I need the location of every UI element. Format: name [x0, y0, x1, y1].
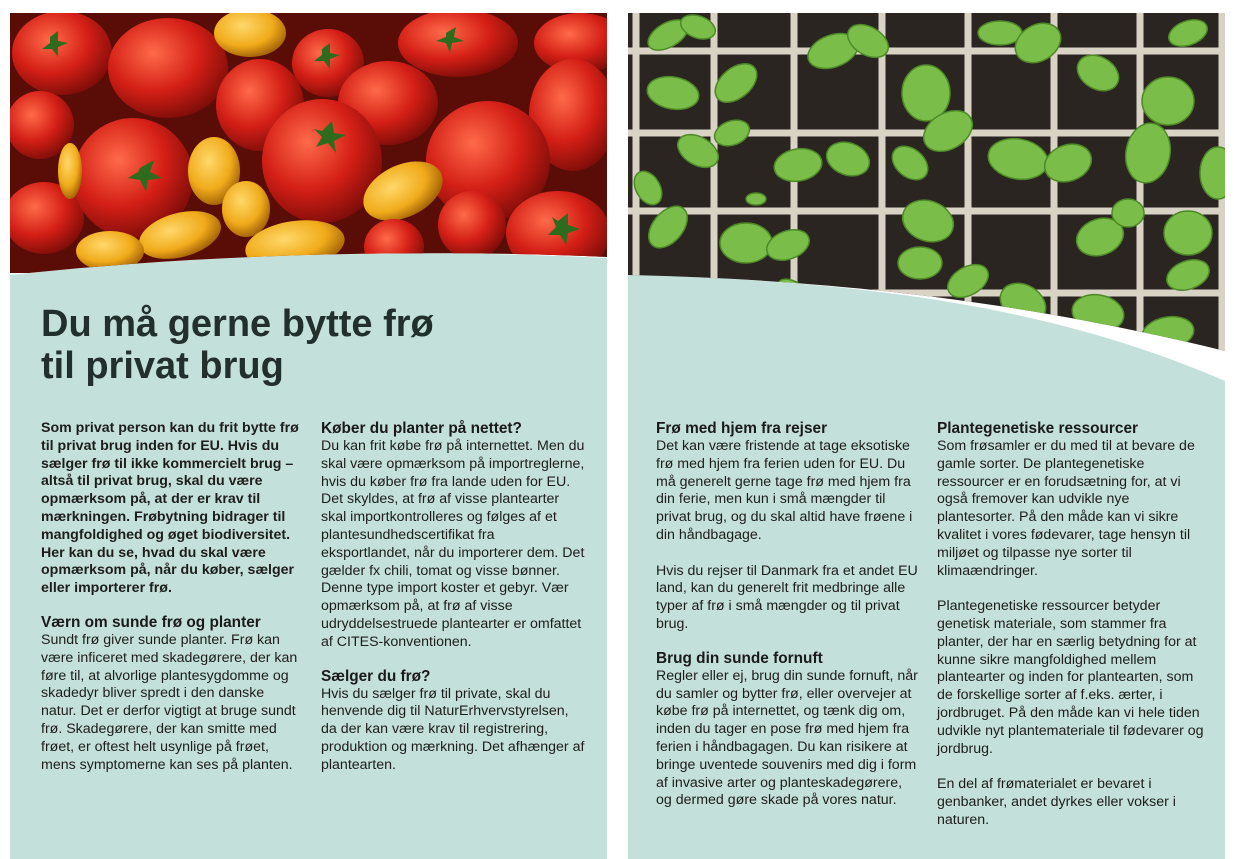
section-body-genetic-resources-3: En del af frømaterialet er bevaret i genbanker, andet dyrkes eller vokser i naturen. — [937, 776, 1176, 828]
page-title-line-1: Du må gerne bytte frø — [41, 303, 434, 345]
section-body-buy-online: Du kan frit købe frø på internettet. Men du skal være opmærksom på importreglerne, hvis du køber frø fra lande uden for EU. Det skyldes, at frø af visse plantearter skal importkontrolleres og følges af et plantesundhedscertifikat fra eksportlandet, når du importerer dem. Det gælder fx chili, tomat og visse bønner. Denne type import koster et gebyr. Vær opmærksom på, at frø af visse udryddelsestruede plantearter er omfattet af CITES-konventionen. — [321, 438, 585, 650]
column-1 — [41, 420, 303, 774]
section-body-travel-seeds-2: Hvis du rejser til Danmark fra et andet EU land, kan du generelt frit medbringe alle typer af frø i små mængder og til privat brug. — [656, 562, 918, 632]
tomatoes-photo — [10, 13, 607, 273]
section-heading-selling-seeds: Sælger du frø? — [321, 667, 431, 685]
seedlings-photo — [628, 13, 1225, 359]
section-body-selling-seeds: Hvis du sælger frø til private, skal du henvende dig til NaturErhvervstyrelsen, da der kan være krav til registrering, produktion og mærkning. Det afhænger af plantearten. — [321, 685, 585, 773]
page-title — [41, 303, 434, 387]
section-heading-common-sense: Brug din sunde fornuft — [656, 649, 823, 667]
section-heading-genetic-resources: Plantegenetiske ressourcer — [937, 420, 1139, 437]
intro-text: Som privat person kan du frit bytte frø til privat brug inden for EU. Hvis du sælger frø til ikke kommercielt brug – altså til privat brug, skal du være opmærksom på, at der er krav til mærkningen. Frøbytning bidrager til mangfoldighed og øget biodiversitet. Her kan du se, hvad du skal være opmærksom på, når du køber, sælger eller importerer frø. — [41, 420, 299, 597]
column-3 — [656, 420, 921, 810]
section-body-healthy-seeds: Sundt frø giver sunde planter. Frø kan være inficeret med skadegørere, der kan føre til, at alvorlige plantesygdomme og skadedyr bliver spredt i den danske natur. Det er derfor vigtigt at bruge sundt frø. Skadegørere, der kan smitte med frøet, er oftest helt usynlige på frøet, mens symptomerne kan ses på planten. — [41, 631, 298, 773]
section-heading-healthy-seeds: Værn om sunde frø og planter — [41, 613, 261, 631]
column-4 — [937, 420, 1205, 830]
section-heading-buy-online: Køber du planter på nettet? — [321, 420, 522, 437]
column-2 — [321, 420, 586, 775]
section-heading-travel-seeds: Frø med hjem fra rejser — [656, 420, 828, 437]
section-body-common-sense: Regler eller ej, brug din sunde fornuft, når du samler og bytter frø, eller overvejer at købe frø på internettet, og tænk dig om, inden du tager en pose frø med hjem fra ferien i håndbagagen. Du kan risikere at bringe uventede souvenirs med dig i form af invasive arter og planteskadegørere, og dermed gøre skade på vores natur. — [656, 667, 918, 809]
page-title-line-2: til privat brug — [41, 345, 284, 387]
section-body-genetic-resources-2: Plantegenetiske ressourcer betyder genetisk materiale, som stammer fra planter, der har en særlig betydning for at kunne sikre mangfoldighed mellem plantearter og inden for plantearten, som de forskellige sorter af f.eks. ærter, i jordbruget. På den måde kan vi hele tiden udvikle nyt plantemateriale til fødevarer og jordbrug. — [937, 598, 1204, 757]
section-body-travel-seeds-1: Det kan være fristende at tage eksotiske frø med hjem fra ferien uden for EU. Du må generelt gerne tage frø med hjem fra din ferie, men kun i små mængder til privat brug, og du skal altid have frøene i din håndbagage. — [656, 438, 913, 543]
section-body-genetic-resources-1: Som frøsamler er du med til at bevare de gamle sorter. De plantegenetiske ressourcer er en forudsætning for, at vi også fremover kan udvikle nye plantesorter. På den måde kan vi sikre kvalitet i vores fødevarer, tage hensyn til miljøet og tilpasse nye sorter til klimaændringer. — [937, 438, 1195, 579]
